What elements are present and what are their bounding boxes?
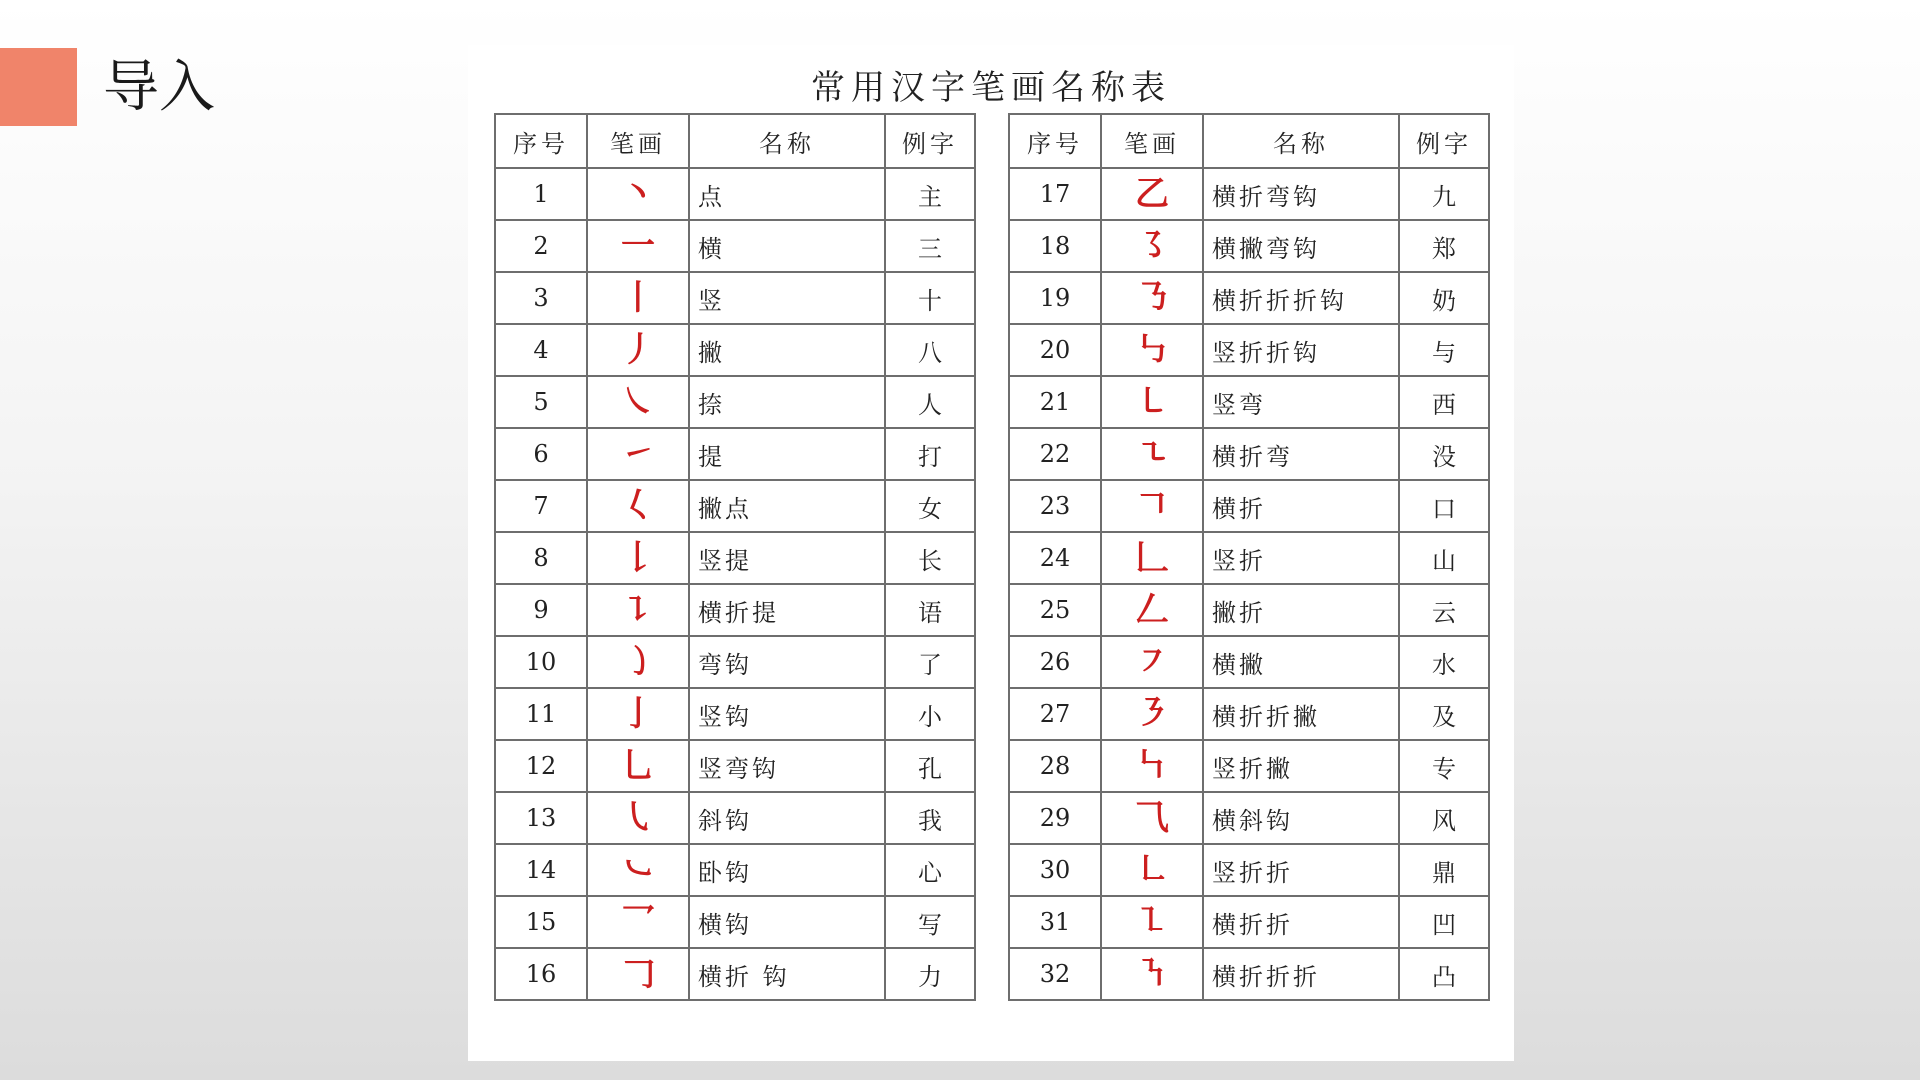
stroke-cell [1101, 428, 1203, 480]
stroke-cell [587, 792, 689, 844]
stroke-glyph: ㇎ [1135, 954, 1169, 994]
accent-block [0, 48, 77, 126]
name-cell: 竖 [689, 272, 885, 324]
number-cell: 26 [1009, 636, 1101, 688]
stroke-glyph: ㇉ [1135, 330, 1169, 370]
name-cell: 斜钩 [689, 792, 885, 844]
example-cell: 云 [1399, 584, 1489, 636]
stroke-glyph: ㇏ [621, 382, 655, 422]
stroke-cell [1101, 532, 1203, 584]
number-cell: 12 [495, 740, 587, 792]
name-cell: 横折折折 [1203, 948, 1399, 1000]
name-cell: 竖折折钩 [1203, 324, 1399, 376]
stroke-glyph: 𡿨 [621, 486, 655, 526]
number-cell: 6 [495, 428, 587, 480]
number-cell: 10 [495, 636, 587, 688]
name-cell: 竖弯钩 [689, 740, 885, 792]
name-cell: 横折折 [1203, 896, 1399, 948]
stroke-glyph: ㇅ [1135, 902, 1169, 942]
name-cell: 弯钩 [689, 636, 885, 688]
name-cell: 提 [689, 428, 885, 480]
example-cell: 心 [885, 844, 975, 896]
stroke-cell [1101, 480, 1203, 532]
name-cell: 竖钩 [689, 688, 885, 740]
name-cell: 点 [689, 168, 885, 220]
number-cell: 1 [495, 168, 587, 220]
stroke-table-left [494, 113, 976, 1001]
number-cell: 25 [1009, 584, 1101, 636]
header-number: 序号 [495, 114, 587, 168]
header-stroke: 笔画 [587, 114, 689, 168]
table-row [495, 844, 975, 896]
stroke-glyph: ㇍ [1135, 434, 1169, 474]
example-cell: 人 [885, 376, 975, 428]
example-cell: 与 [1399, 324, 1489, 376]
name-cell: 横折折撇 [1203, 688, 1399, 740]
name-cell: 撇 [689, 324, 885, 376]
stroke-glyph: 𠃍 [1135, 486, 1169, 526]
table-row [495, 324, 975, 376]
number-cell: 8 [495, 532, 587, 584]
number-cell: 18 [1009, 220, 1101, 272]
stroke-glyph: ㇋ [1135, 694, 1169, 734]
name-cell: 卧钩 [689, 844, 885, 896]
example-cell: 孔 [885, 740, 975, 792]
stroke-cell [1101, 636, 1203, 688]
stroke-cell [587, 688, 689, 740]
stroke-glyph: ㇇ [1135, 642, 1169, 682]
stroke-cell [587, 376, 689, 428]
stroke-glyph: ㇞ [1135, 746, 1169, 786]
table-row [1009, 948, 1489, 1000]
example-cell: 没 [1399, 428, 1489, 480]
number-cell: 19 [1009, 272, 1101, 324]
stroke-cell [587, 480, 689, 532]
stroke-cell [587, 168, 689, 220]
number-cell: 32 [1009, 948, 1101, 1000]
stroke-glyph: 丨 [621, 278, 655, 318]
name-cell: 撇折 [1203, 584, 1399, 636]
name-cell: 捺 [689, 376, 885, 428]
header-stroke: 笔画 [1101, 114, 1203, 168]
table-row [495, 740, 975, 792]
example-cell: 郑 [1399, 220, 1489, 272]
example-cell: 及 [1399, 688, 1489, 740]
stroke-cell [1101, 792, 1203, 844]
example-cell: 长 [885, 532, 975, 584]
name-cell: 横 [689, 220, 885, 272]
stroke-cell [1101, 896, 1203, 948]
example-cell: 三 [885, 220, 975, 272]
stroke-cell [1101, 584, 1203, 636]
stroke-glyph: 𠃌 [621, 954, 655, 994]
header-number: 序号 [1009, 114, 1101, 168]
stroke-glyph: ㇃ [621, 850, 655, 890]
table-title: 常用汉字笔画名称表 [811, 68, 1171, 108]
table-row [1009, 792, 1489, 844]
table-row [1009, 584, 1489, 636]
stroke-cell [1101, 688, 1203, 740]
table-header-row [495, 114, 975, 168]
example-cell: 女 [885, 480, 975, 532]
table-row [495, 584, 975, 636]
stroke-cell [587, 948, 689, 1000]
example-cell: 鼎 [1399, 844, 1489, 896]
stroke-glyph: ㇌ [1135, 226, 1169, 266]
example-cell: 水 [1399, 636, 1489, 688]
example-cell: 我 [885, 792, 975, 844]
stroke-cell [1101, 324, 1203, 376]
table-row [1009, 896, 1489, 948]
stroke-glyph: 𠃋 [1135, 590, 1169, 630]
stroke-glyph: 乛 [621, 902, 655, 942]
stroke-cell [1101, 844, 1203, 896]
stroke-cell [587, 428, 689, 480]
stroke-cell [1101, 948, 1203, 1000]
table-row [1009, 428, 1489, 480]
example-cell: 小 [885, 688, 975, 740]
header-name: 名称 [689, 114, 885, 168]
number-cell: 4 [495, 324, 587, 376]
name-cell: 横钩 [689, 896, 885, 948]
stroke-cell [587, 844, 689, 896]
table-row [495, 376, 975, 428]
header-name: 名称 [1203, 114, 1399, 168]
table-row [1009, 168, 1489, 220]
example-cell: 八 [885, 324, 975, 376]
example-cell: 打 [885, 428, 975, 480]
table-row [495, 792, 975, 844]
stroke-table-image [468, 45, 1514, 1061]
name-cell: 横折提 [689, 584, 885, 636]
name-cell: 横折弯钩 [1203, 168, 1399, 220]
example-cell: 口 [1399, 480, 1489, 532]
name-cell: 撇点 [689, 480, 885, 532]
stroke-glyph: ㇀ [621, 434, 655, 474]
stroke-glyph: 丿 [621, 330, 655, 370]
stroke-glyph: ㇄ [1135, 382, 1169, 422]
stroke-glyph: 一 [621, 226, 655, 266]
stroke-glyph: ㇊ [621, 590, 655, 630]
table-row [1009, 272, 1489, 324]
stroke-cell [587, 584, 689, 636]
name-cell: 横斜钩 [1203, 792, 1399, 844]
stroke-glyph: 𠃊 [1135, 538, 1169, 578]
name-cell: 竖提 [689, 532, 885, 584]
number-cell: 5 [495, 376, 587, 428]
number-cell: 9 [495, 584, 587, 636]
number-cell: 11 [495, 688, 587, 740]
name-cell: 竖折 [1203, 532, 1399, 584]
table-row [1009, 376, 1489, 428]
number-cell: 30 [1009, 844, 1101, 896]
example-cell: 山 [1399, 532, 1489, 584]
number-cell: 15 [495, 896, 587, 948]
stroke-cell [1101, 272, 1203, 324]
example-cell: 了 [885, 636, 975, 688]
stroke-glyph: 亅 [621, 694, 655, 734]
number-cell: 27 [1009, 688, 1101, 740]
example-cell: 主 [885, 168, 975, 220]
example-cell: 语 [885, 584, 975, 636]
header-example: 例字 [1399, 114, 1489, 168]
number-cell: 7 [495, 480, 587, 532]
number-cell: 24 [1009, 532, 1101, 584]
table-row [1009, 688, 1489, 740]
number-cell: 28 [1009, 740, 1101, 792]
table-row [1009, 220, 1489, 272]
example-cell: 十 [885, 272, 975, 324]
table-row [495, 428, 975, 480]
example-cell: 凸 [1399, 948, 1489, 1000]
table-row [495, 480, 975, 532]
table-row [1009, 480, 1489, 532]
table-row [1009, 844, 1489, 896]
table-row [495, 168, 975, 220]
number-cell: 29 [1009, 792, 1101, 844]
table-row [1009, 324, 1489, 376]
table-row [1009, 740, 1489, 792]
number-cell: 16 [495, 948, 587, 1000]
table-row [495, 948, 975, 1000]
number-cell: 3 [495, 272, 587, 324]
stroke-cell [587, 636, 689, 688]
table-row [495, 272, 975, 324]
example-cell: 写 [885, 896, 975, 948]
slide-title: 导入 [103, 55, 215, 120]
stroke-glyph: 𠄌 [621, 538, 655, 578]
table-row [495, 532, 975, 584]
table-row [495, 220, 975, 272]
number-cell: 20 [1009, 324, 1101, 376]
table-row [495, 896, 975, 948]
name-cell: 横撇弯钩 [1203, 220, 1399, 272]
stroke-glyph: ㇗ [1135, 850, 1169, 890]
stroke-glyph: ㇂ [621, 798, 655, 838]
name-cell: 竖折撇 [1203, 740, 1399, 792]
example-cell: 奶 [1399, 272, 1489, 324]
table-row [495, 688, 975, 740]
stroke-cell [587, 324, 689, 376]
number-cell: 22 [1009, 428, 1101, 480]
table-header-row [1009, 114, 1489, 168]
number-cell: 23 [1009, 480, 1101, 532]
name-cell: 横折 钩 [689, 948, 885, 1000]
example-cell: 凹 [1399, 896, 1489, 948]
stroke-glyph: ㇡ [1135, 278, 1169, 318]
stroke-cell [587, 272, 689, 324]
name-cell: 横折 [1203, 480, 1399, 532]
name-cell: 横撇 [1203, 636, 1399, 688]
stroke-cell [1101, 740, 1203, 792]
number-cell: 31 [1009, 896, 1101, 948]
stroke-glyph: ㇁ [621, 642, 655, 682]
stroke-cell [587, 740, 689, 792]
stroke-cell [1101, 220, 1203, 272]
example-cell: 风 [1399, 792, 1489, 844]
example-cell: 力 [885, 948, 975, 1000]
stroke-glyph: 丶 [621, 174, 655, 214]
name-cell: 竖折折 [1203, 844, 1399, 896]
example-cell: 西 [1399, 376, 1489, 428]
example-cell: 九 [1399, 168, 1489, 220]
name-cell: 横折弯 [1203, 428, 1399, 480]
name-cell: 竖弯 [1203, 376, 1399, 428]
table-row [495, 636, 975, 688]
stroke-glyph: 乚 [621, 746, 655, 786]
stroke-cell [587, 220, 689, 272]
table-row [1009, 636, 1489, 688]
header-example: 例字 [885, 114, 975, 168]
example-cell: 专 [1399, 740, 1489, 792]
number-cell: 21 [1009, 376, 1101, 428]
table-row [1009, 532, 1489, 584]
name-cell: 横折折折钩 [1203, 272, 1399, 324]
number-cell: 17 [1009, 168, 1101, 220]
number-cell: 13 [495, 792, 587, 844]
stroke-glyph: 乙 [1135, 174, 1169, 214]
stroke-glyph: ⺄ [1135, 798, 1169, 838]
stroke-cell [587, 896, 689, 948]
number-cell: 2 [495, 220, 587, 272]
stroke-cell [587, 532, 689, 584]
stroke-table-right [1008, 113, 1490, 1001]
number-cell: 14 [495, 844, 587, 896]
stroke-cell [1101, 376, 1203, 428]
stroke-cell [1101, 168, 1203, 220]
